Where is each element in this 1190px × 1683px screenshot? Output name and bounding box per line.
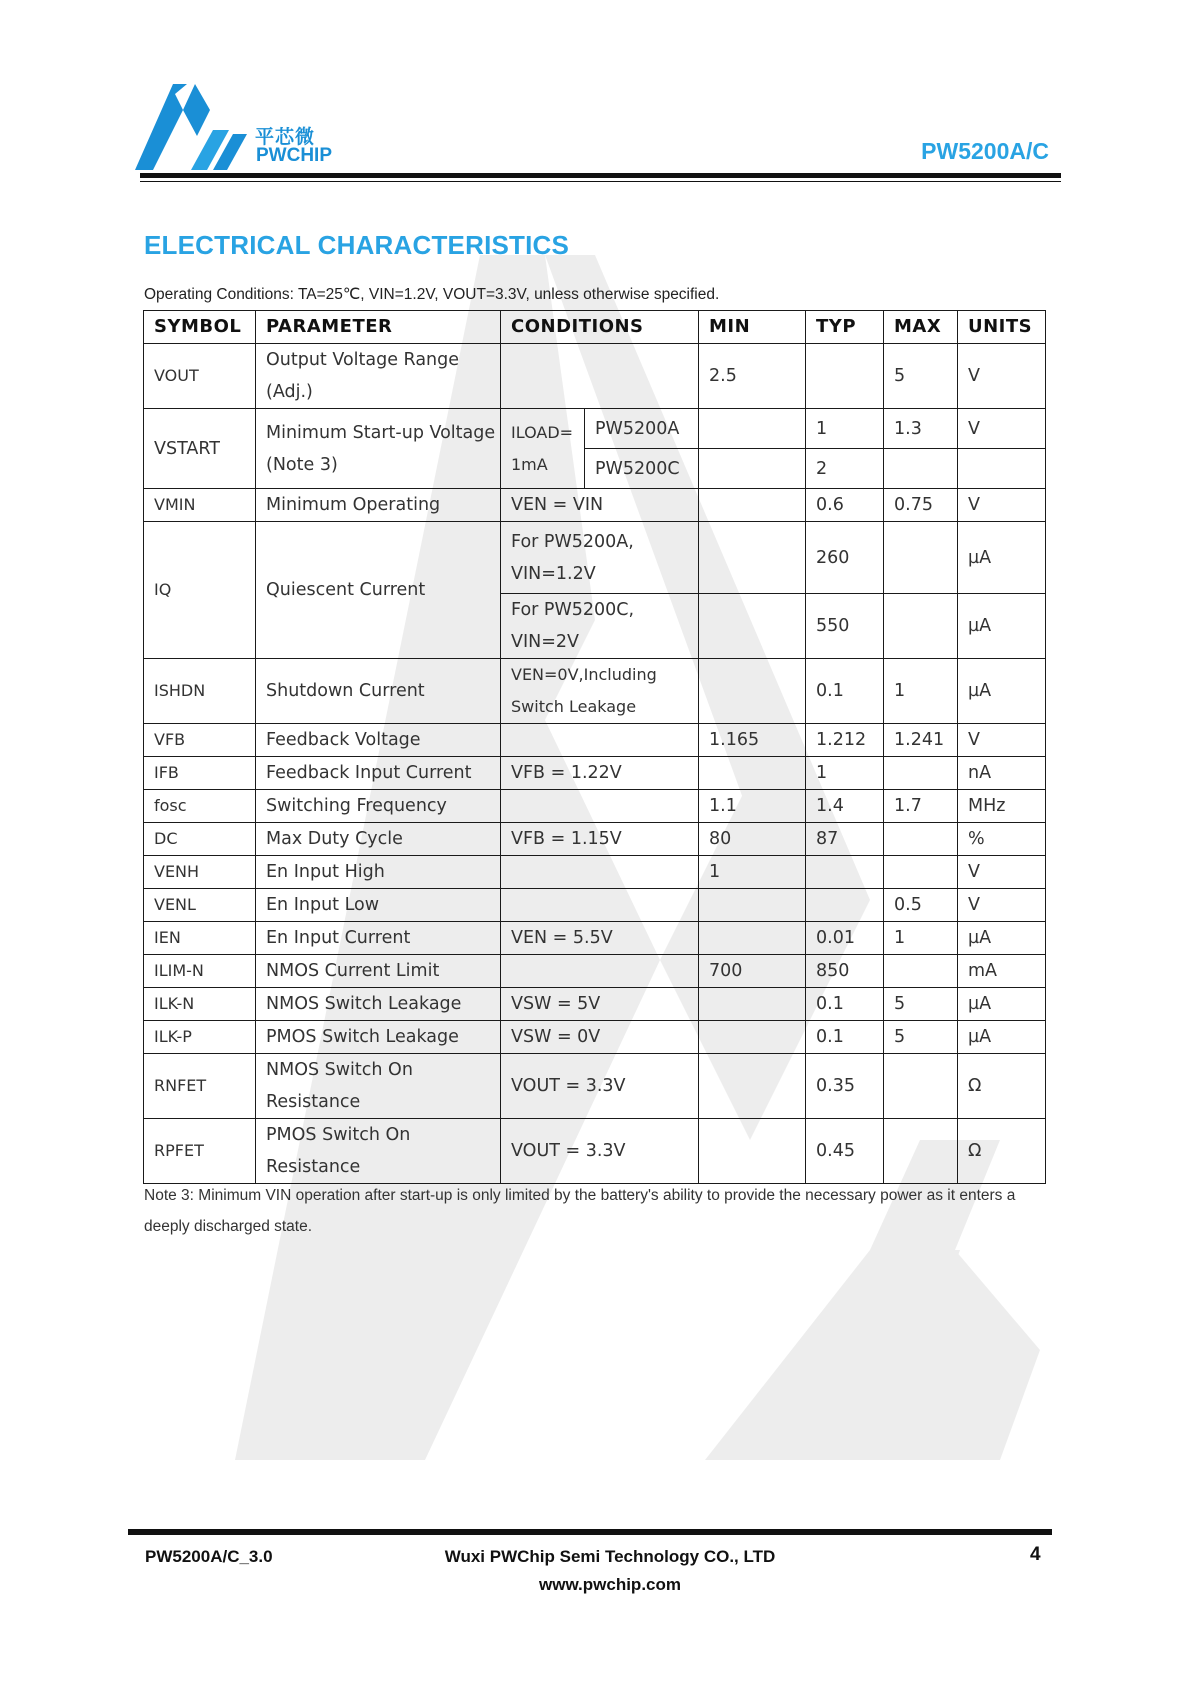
cell-parameter: Feedback Input Current xyxy=(256,757,501,790)
cell-min xyxy=(699,1021,806,1054)
table-row xyxy=(144,856,1046,889)
cell-units: mA xyxy=(958,955,1046,988)
cell-conditions: VEN=0V,Including Switch Leakage xyxy=(501,659,699,724)
cell-max: 5 xyxy=(884,988,958,1021)
header-typ: TYP xyxy=(806,311,884,344)
cell-parameter: Quiescent Current xyxy=(256,522,501,659)
cell-min: 1.165 xyxy=(699,724,806,757)
table-row xyxy=(144,823,1046,856)
cell-typ: 1 xyxy=(806,757,884,790)
cell-conditions: VFB = 1.22V xyxy=(501,757,699,790)
cell-min xyxy=(699,1054,806,1119)
cell-units: µA xyxy=(958,922,1046,955)
cell-units: µA xyxy=(958,988,1046,1021)
footnote: Note 3: Minimum VIN operation after start-up is only limited by the battery's ability to provide the necessary power as it enters a deeply discharged state. xyxy=(144,1187,1016,1235)
cell-parameter: NMOS Switch On Resistance xyxy=(256,1054,501,1119)
cell-symbol: RPFET xyxy=(144,1119,256,1184)
cell-units: Ω xyxy=(958,1054,1046,1119)
cell-max xyxy=(884,1119,958,1184)
cell-units: V xyxy=(958,856,1046,889)
cell-symbol: IQ xyxy=(144,522,256,659)
cell-min xyxy=(699,449,806,489)
cell-min xyxy=(699,594,806,659)
cell-symbol: IFB xyxy=(144,757,256,790)
cell-symbol: VENL xyxy=(144,889,256,922)
header-min: MIN xyxy=(699,311,806,344)
cell-symbol: ISHDN xyxy=(144,659,256,724)
cell-min xyxy=(699,1119,806,1184)
cell-conditions: For PW5200C, VIN=2V xyxy=(501,594,699,659)
cell-conditions xyxy=(501,856,699,889)
cell-symbol: ILK-P xyxy=(144,1021,256,1054)
cell-parameter: Minimum Operating xyxy=(256,489,501,522)
cell-min: 1 xyxy=(699,856,806,889)
logo-english-text: PWCHIP xyxy=(256,145,332,166)
cell-units: % xyxy=(958,823,1046,856)
cell-min xyxy=(699,889,806,922)
cell-parameter: Max Duty Cycle xyxy=(256,823,501,856)
cell-conditions: VOUT = 3.3V xyxy=(501,1054,699,1119)
cell-typ: 260 xyxy=(806,522,884,594)
cell-max xyxy=(884,856,958,889)
cell-min: 80 xyxy=(699,823,806,856)
cell-conditions: VOUT = 3.3V xyxy=(501,1119,699,1184)
table-header-row xyxy=(144,311,1046,344)
cell-units xyxy=(958,449,1046,489)
cell-typ: 550 xyxy=(806,594,884,659)
cell-max: 0.75 xyxy=(884,489,958,522)
cell-min xyxy=(699,659,806,724)
table-row xyxy=(144,988,1046,1021)
cell-parameter: En Input High xyxy=(256,856,501,889)
cell-parameter: PMOS Switch On Resistance xyxy=(256,1119,501,1184)
header-rule-thin xyxy=(140,181,1061,182)
document-version: PW5200A/C_3.0 xyxy=(145,1547,273,1566)
header-rule xyxy=(140,173,1061,178)
cell-max: 5 xyxy=(884,344,958,409)
pwchip-logo-icon xyxy=(135,84,255,174)
cell-symbol: VMIN xyxy=(144,489,256,522)
logo-chinese-text: 平芯微 xyxy=(255,127,316,148)
cell-typ: 2 xyxy=(806,449,884,489)
cell-variant: PW5200A xyxy=(585,409,699,449)
cell-parameter: Feedback Voltage xyxy=(256,724,501,757)
cell-conditions: ILOAD= 1mA xyxy=(501,409,585,489)
cell-symbol: VSTART xyxy=(144,409,256,489)
cell-units: µA xyxy=(958,522,1046,594)
cell-max xyxy=(884,757,958,790)
table-row xyxy=(144,1054,1046,1119)
header-max: MAX xyxy=(884,311,958,344)
section-title: ELECTRICAL CHARACTERISTICS xyxy=(144,230,570,260)
header-symbol: SYMBOL xyxy=(144,311,256,344)
cell-typ xyxy=(806,889,884,922)
pwchip-logo xyxy=(135,84,350,174)
cell-max xyxy=(884,594,958,659)
cell-typ xyxy=(806,856,884,889)
operating-conditions: Operating Conditions: TA=25℃, VIN=1.2V, VOUT=3.3V, unless otherwise specified. xyxy=(144,286,720,303)
cell-conditions xyxy=(501,955,699,988)
cell-max xyxy=(884,955,958,988)
table-row xyxy=(144,344,1046,409)
cell-min xyxy=(699,922,806,955)
cell-min xyxy=(699,522,806,594)
table-row xyxy=(144,659,1046,724)
cell-typ: 0.35 xyxy=(806,1054,884,1119)
cell-typ: 850 xyxy=(806,955,884,988)
table-row xyxy=(144,522,1046,594)
cell-symbol: ILK-N xyxy=(144,988,256,1021)
cell-typ: 0.01 xyxy=(806,922,884,955)
cell-units: µA xyxy=(958,594,1046,659)
cell-symbol: ILIM-N xyxy=(144,955,256,988)
cell-symbol: fosc xyxy=(144,790,256,823)
cell-max xyxy=(884,823,958,856)
table-row xyxy=(144,889,1046,922)
cell-symbol: DC xyxy=(144,823,256,856)
cell-parameter: Minimum Start-up Voltage (Note 3) xyxy=(256,409,501,489)
footer-rule xyxy=(128,1529,1052,1535)
cell-units: V xyxy=(958,409,1046,449)
table-row xyxy=(144,489,1046,522)
header-conditions: CONDITIONS xyxy=(501,311,699,344)
cell-units: µA xyxy=(958,659,1046,724)
cell-typ xyxy=(806,344,884,409)
cell-min xyxy=(699,757,806,790)
cell-conditions: VEN = 5.5V xyxy=(501,922,699,955)
cell-conditions xyxy=(501,344,699,409)
cell-max: 5 xyxy=(884,1021,958,1054)
cell-max: 1.3 xyxy=(884,409,958,449)
cell-typ: 1 xyxy=(806,409,884,449)
cell-units: V xyxy=(958,724,1046,757)
table-row xyxy=(144,1021,1046,1054)
company-website: www.pwchip.com xyxy=(539,1575,681,1594)
cell-conditions: VEN = VIN xyxy=(501,489,699,522)
cell-conditions xyxy=(501,889,699,922)
cell-units: Ω xyxy=(958,1119,1046,1184)
cell-parameter: En Input Current xyxy=(256,922,501,955)
table-row xyxy=(144,955,1046,988)
cell-conditions: For PW5200A, VIN=1.2V xyxy=(501,522,699,594)
cell-max xyxy=(884,522,958,594)
electrical-characteristics-table xyxy=(143,310,1046,1184)
cell-typ: 0.6 xyxy=(806,489,884,522)
cell-variant: PW5200C xyxy=(585,449,699,489)
cell-units: MHz xyxy=(958,790,1046,823)
cell-max: 1.7 xyxy=(884,790,958,823)
table-row xyxy=(144,757,1046,790)
cell-typ: 1.212 xyxy=(806,724,884,757)
cell-units: nA xyxy=(958,757,1046,790)
cell-conditions: VFB = 1.15V xyxy=(501,823,699,856)
header-units: UNITS xyxy=(958,311,1046,344)
table-row xyxy=(144,1119,1046,1184)
cell-typ: 1.4 xyxy=(806,790,884,823)
table-row xyxy=(144,790,1046,823)
cell-min xyxy=(699,409,806,449)
table-row xyxy=(144,724,1046,757)
cell-parameter: Shutdown Current xyxy=(256,659,501,724)
cell-max xyxy=(884,1054,958,1119)
cell-typ: 0.1 xyxy=(806,1021,884,1054)
cell-parameter: Output Voltage Range (Adj.) xyxy=(256,344,501,409)
cell-max: 1 xyxy=(884,922,958,955)
cell-min: 2.5 xyxy=(699,344,806,409)
header-parameter: PARAMETER xyxy=(256,311,501,344)
cell-symbol: VENH xyxy=(144,856,256,889)
cell-symbol: RNFET xyxy=(144,1054,256,1119)
cell-min xyxy=(699,489,806,522)
cell-typ: 0.45 xyxy=(806,1119,884,1184)
table-row xyxy=(144,922,1046,955)
cell-max: 1.241 xyxy=(884,724,958,757)
cell-parameter: NMOS Switch Leakage xyxy=(256,988,501,1021)
cell-min xyxy=(699,988,806,1021)
cell-conditions xyxy=(501,790,699,823)
part-number-title: PW5200A/C xyxy=(921,138,1049,164)
cell-conditions: VSW = 0V xyxy=(501,1021,699,1054)
cell-max: 1 xyxy=(884,659,958,724)
cell-symbol: VOUT xyxy=(144,344,256,409)
company-name: Wuxi PWChip Semi Technology CO., LTD xyxy=(444,1547,776,1566)
cell-max: 0.5 xyxy=(884,889,958,922)
cell-units: V xyxy=(958,489,1046,522)
cell-min: 700 xyxy=(699,955,806,988)
cell-min: 1.1 xyxy=(699,790,806,823)
cell-typ: 87 xyxy=(806,823,884,856)
cell-parameter: En Input Low xyxy=(256,889,501,922)
cell-symbol: IEN xyxy=(144,922,256,955)
cell-typ: 0.1 xyxy=(806,659,884,724)
cell-units: V xyxy=(958,889,1046,922)
cell-parameter: NMOS Current Limit xyxy=(256,955,501,988)
cell-units: V xyxy=(958,344,1046,409)
cell-units: µA xyxy=(958,1021,1046,1054)
table-row xyxy=(144,409,1046,449)
cell-conditions: VSW = 5V xyxy=(501,988,699,1021)
cell-conditions xyxy=(501,724,699,757)
cell-max xyxy=(884,449,958,489)
cell-symbol: VFB xyxy=(144,724,256,757)
cell-parameter: PMOS Switch Leakage xyxy=(256,1021,501,1054)
page-number: 4 xyxy=(1030,1544,1041,1565)
cell-typ: 0.1 xyxy=(806,988,884,1021)
cell-parameter: Switching Frequency xyxy=(256,790,501,823)
